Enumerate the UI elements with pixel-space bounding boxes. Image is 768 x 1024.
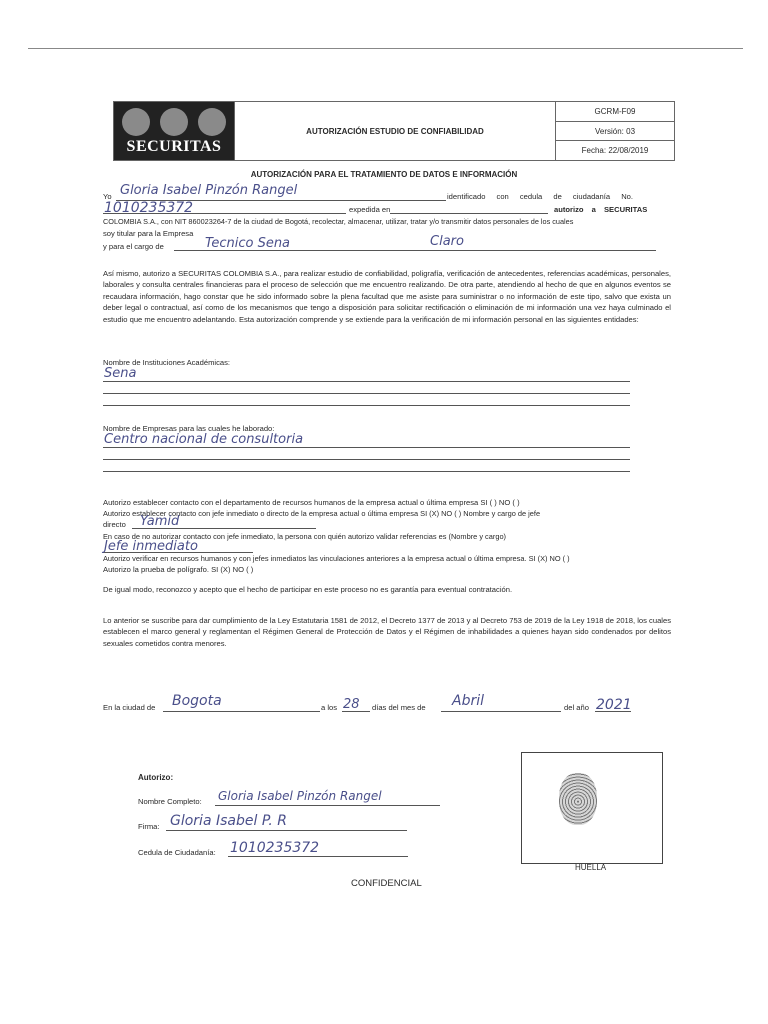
empresas-label: Nombre de Empresas para las cuales he laborado: [103, 424, 275, 433]
institucion-line-2 [103, 393, 630, 394]
contacto-vinculaciones: Autorizo verificar en recursos humanos y con jefes inmediatos las vinculaciones anteriores a la empresa actual o última empresa. SI (X) NO ( ) [103, 554, 570, 563]
form-date: Fecha: 22/08/2019 [581, 146, 649, 156]
form-version: Versión: 03 [556, 122, 674, 142]
empresa-line-1 [103, 447, 630, 448]
hw-firma: Gloria Isabel P. R [170, 813, 287, 829]
cargo-label: y para el cargo de [103, 242, 164, 251]
contacto-referencia: En caso de no autorizar contacto con jefe inmediato, la persona con quién autorizo validar referencias es (Nombre y cargo) [103, 532, 507, 541]
garantia-text: De igual modo, reconozco y acepto que el hecho de participar en este proceso no es garantía para eventual contratación. [103, 585, 513, 594]
form-meta [556, 102, 674, 160]
empresa-label: soy titular para la Empresa [103, 229, 194, 238]
expedida-label: expedida en [349, 205, 391, 214]
nombre-completo-label: Nombre Completo: [138, 797, 202, 806]
document-header [113, 101, 675, 161]
alos-label: a los [321, 703, 338, 712]
confidencial-label: CONFIDENCIAL [351, 878, 422, 889]
firma-label: Firma: [138, 822, 160, 831]
hw-empresa: Claro [430, 234, 464, 249]
top-rule [28, 48, 743, 49]
firma-line [166, 830, 407, 831]
autorizacion-paragraph: Así mismo, autorizo a SECURITAS COLOMBIA S.A., para realizar estudio de confiabilidad, poligrafía, verificación de antecedentes, referencias académicas, personales, laborales y consulta centrales financieras para el proceso de selección que me encuentro realizando. De otra parte, atendiendo al hecho de que en algunos eventos se recaudara información, hago constar que he sido informado sobre la plena facultad que me asiste para suministrar o no información de este tipo, salvo que exista un deber legal o contractual, así como de los mecanismos que tengo a disposición para solicitar rectificación o eliminación de mi información una vez haya culminado el estudio que me encuentro adelantando. Esta autorización comprende y se extiende para la verificación de mi información personal en las siguientes entidades: [103, 269, 671, 324]
hw-mes: Abril [452, 693, 484, 709]
yo-label: Yo [103, 192, 112, 201]
autorizo-a-label: autorizo a SECURITAS [554, 205, 648, 214]
hw-referencia: Jefe inmediato [104, 539, 198, 554]
cedula-firma-line [228, 856, 408, 857]
hw-cedula: 1010235372 [104, 200, 194, 216]
instituciones-label: Nombre de Instituciones Académicas: [103, 358, 231, 367]
institucion-line-1 [103, 381, 630, 382]
anio-label: del año [564, 703, 589, 712]
ley-paragraph: Lo anterior se suscribe para dar cumplimiento de la Ley Estatutaria 1581 de 2012, el Decreto 1377 de 2013 y al Decreto 753 de 2019 de la Ley 1918 de 2018, los cuales establecen el marco general y reglamentan el Régimen General de Protección de Datos y el Régimen de inhabilidades a quienes hayan sido condenados por delitos sexuales cometidos contra menores. [103, 616, 671, 648]
fingerprint-icon [559, 773, 597, 825]
ciudad-label: En la ciudad de [103, 703, 156, 712]
huella-label: HUELLA [575, 863, 607, 872]
form-title: AUTORIZACIÓN ESTUDIO DE CONFIABILIDAD [234, 102, 556, 160]
hw-jefe: Yamid [140, 514, 180, 529]
hw-cedula-firma: 1010235372 [230, 840, 320, 856]
hw-institucion: Sena [104, 366, 137, 381]
jefe-directo-label: directo [103, 520, 126, 529]
hw-cargo: Tecnico Sena [205, 236, 291, 251]
mes-line [441, 711, 561, 712]
cedula-label: Cedula de Ciudadanía: [138, 848, 216, 857]
nit-line: COLOMBIA S.A., con NIT 860023264-7 de la ciudad de Bogotá, recolectar, almacenar, utilizar, tratar y/o transmitir datos personales de los cuales [103, 217, 574, 226]
logo-text: SECURITAS [126, 138, 222, 155]
autorizo-label: Autorizo: [138, 773, 174, 782]
section-subtitle: AUTORIZACIÓN PARA EL TRATAMIENTO DE DATOS E INFORMACIÓN [250, 170, 518, 179]
contacto-poligrafo: Autorizo la prueba de polígrafo. SI (X) NO ( ) [103, 565, 254, 574]
empresa-line-2 [103, 459, 630, 460]
contacto-jefe: Autorizo establecer contacto con jefe inmediato o directo de la empresa actual o última empresa SI (X) NO ( ) Nombre y cargo de jefe [103, 509, 541, 518]
dias-label: días del mes de [372, 703, 426, 712]
empresa-line-3 [103, 471, 630, 472]
identificado-label: identificado con cedula de ciudadanía No. [447, 192, 634, 201]
securitas-logo [114, 102, 234, 160]
ciudad-line [163, 711, 320, 712]
contacto-rrhh: Autorizo establecer contacto con el departamento de recursos humanos de la empresa actual o última empresa SI ( ) NO ( ) [103, 498, 520, 507]
hw-nombre-completo: Gloria Isabel Pinzón Rangel [218, 789, 382, 803]
hw-name: Gloria Isabel Pinzón Rangel [120, 183, 298, 198]
hw-empresa-laborado: Centro nacional de consultoria [104, 432, 304, 447]
hw-anio: 2021 [596, 697, 632, 713]
form-code: GCRM-F09 [556, 102, 674, 122]
nombre-line [215, 805, 440, 806]
expedida-line [390, 213, 548, 214]
hw-ciudad: Bogota [172, 693, 222, 709]
hw-dia: 28 [343, 697, 360, 712]
huella-box [521, 752, 663, 864]
institucion-line-3 [103, 405, 630, 406]
